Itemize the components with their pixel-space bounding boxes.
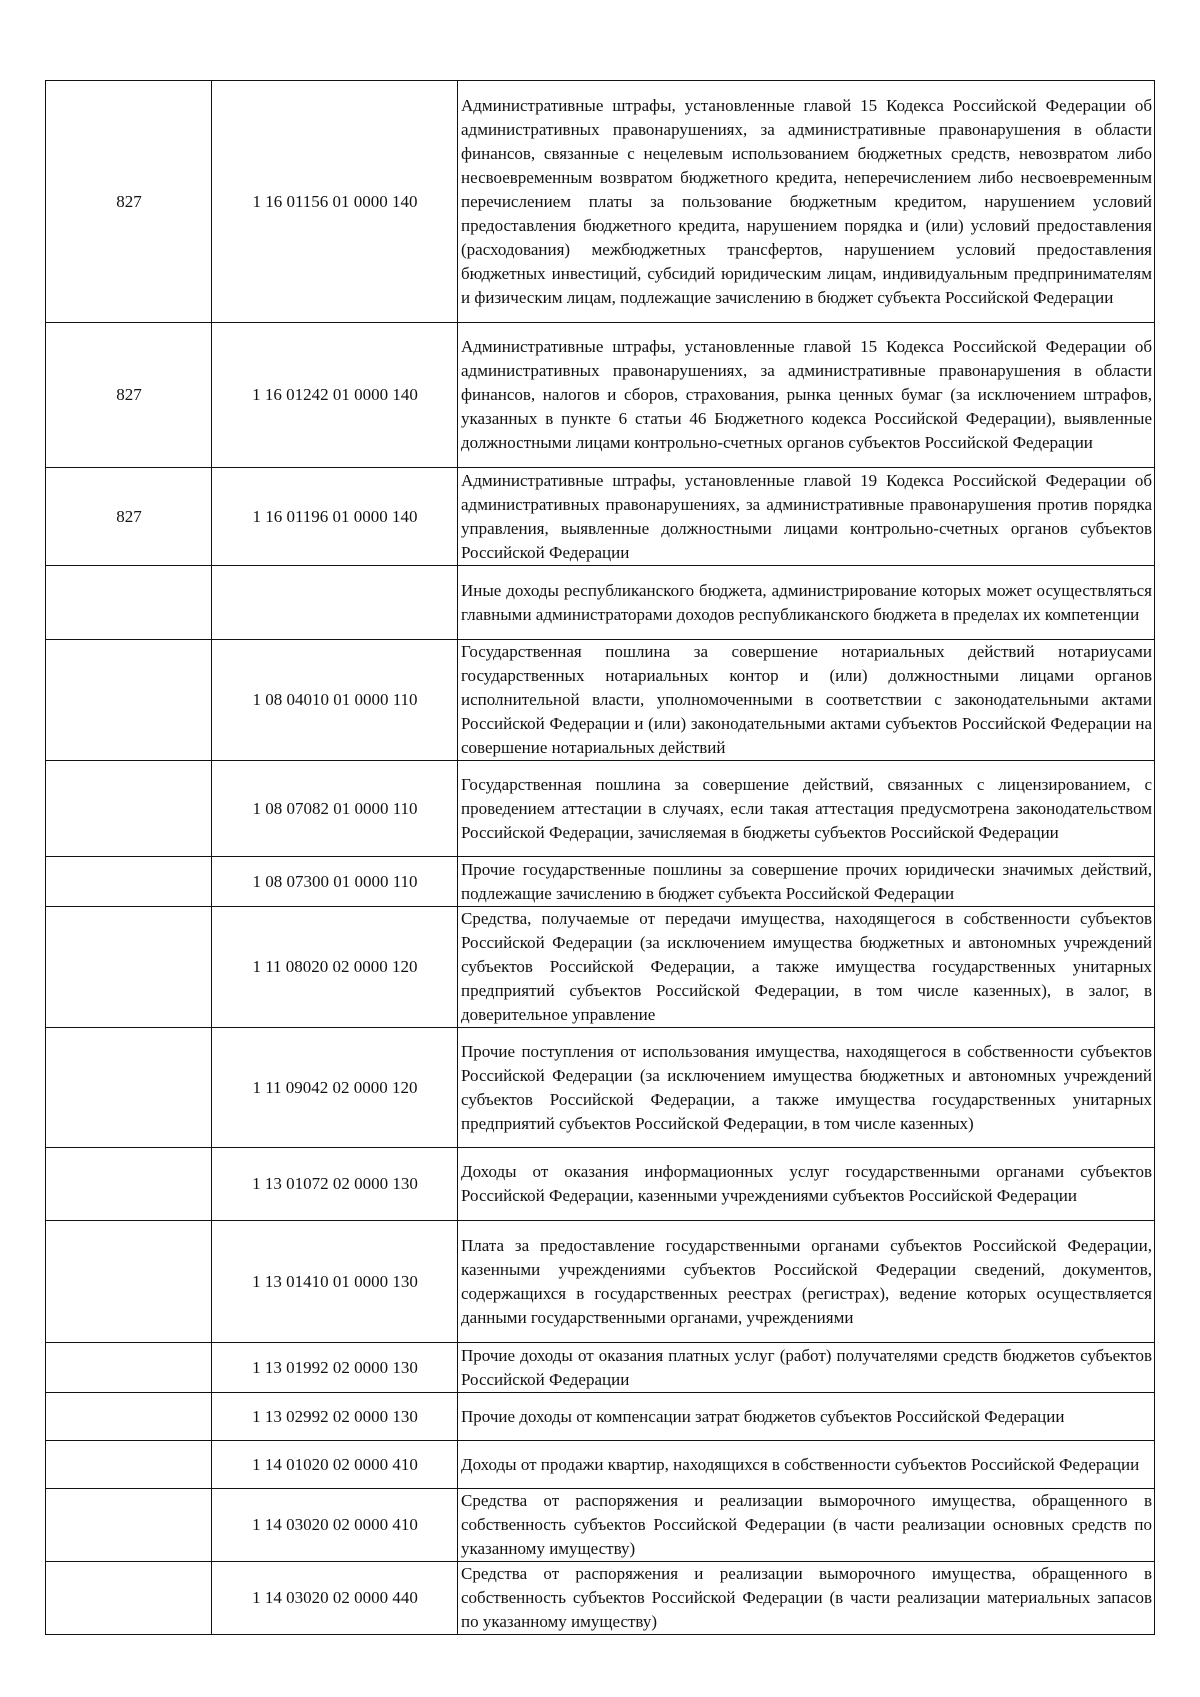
- table-row: [46, 1393, 1155, 1441]
- admin-code-cell: [46, 761, 212, 857]
- revenue-name-cell: Доходы от продажи квартир, находящихся в собственности субъектов Российской Федерации: [458, 1441, 1155, 1489]
- table-row: [46, 81, 1155, 323]
- revenue-code-cell: 1 08 07082 01 0000 110: [212, 761, 458, 857]
- admin-code-cell: [46, 566, 212, 640]
- revenue-name-cell: Средства, получаемые от передачи имущества, находящегося в собственности субъектов Российской Федерации (за исключением имущества бюджетных и автономных учреждений субъектов Российской Федерации, а также имущества государственных унитарных предприятий субъектов Российской Федерации, в том числе казенных), в залог, в доверительное управление: [458, 907, 1155, 1028]
- table-row: [46, 1562, 1155, 1635]
- revenue-name-cell: Плата за предоставление государственными органами субъектов Российской Федерации, казенными учреждениями субъектов Российской Федерации сведений, документов, содержащихся в государственных реестрах (регистрах), ведение которых осуществляется данными государственными органами, учреждениями: [458, 1221, 1155, 1343]
- table-row: [46, 1441, 1155, 1489]
- revenue-name-cell: Иные доходы республиканского бюджета, администрирование которых может осуществляться главными администраторами доходов республиканского бюджета в пределах их компетенции: [458, 566, 1155, 640]
- revenue-code-cell: 1 16 01196 01 0000 140: [212, 468, 458, 566]
- table-row: [46, 468, 1155, 566]
- table-row: [46, 1148, 1155, 1221]
- revenue-code-cell: [212, 566, 458, 640]
- revenue-name-cell: Прочие доходы от компенсации затрат бюджетов субъектов Российской Федерации: [458, 1393, 1155, 1441]
- admin-code-cell: 827: [46, 323, 212, 468]
- revenue-name-cell: Административные штрафы, установленные главой 15 Кодекса Российской Федерации об административных правонарушениях, за административные правонарушения в области финансов, налогов и сборов, страхования, рынка ценных бумаг (за исключением штрафов, указанных в пункте 6 статьи 46 Бюджетного кодекса Российской Федерации), выявленные должностными лицами контрольно-счетных органов субъектов Российской Федерации: [458, 323, 1155, 468]
- table-body: [46, 81, 1155, 1635]
- admin-code-cell: [46, 907, 212, 1028]
- admin-code-cell: [46, 857, 212, 907]
- table-row: [46, 1028, 1155, 1148]
- revenue-name-cell: Административные штрафы, установленные главой 19 Кодекса Российской Федерации об административных правонарушениях, за административные правонарушения против порядка управления, выявленные должностными лицами контрольно-счетных органов субъектов Российской Федерации: [458, 468, 1155, 566]
- table-row: [46, 1489, 1155, 1562]
- revenue-code-cell: 1 14 01020 02 0000 410: [212, 1441, 458, 1489]
- table-row: [46, 323, 1155, 468]
- table-row: [46, 1221, 1155, 1343]
- table-row: [46, 640, 1155, 761]
- table-row: [46, 857, 1155, 907]
- revenue-name-cell: Доходы от оказания информационных услуг государственными органами субъектов Российской Федерации, казенными учреждениями субъектов Российской Федерации: [458, 1148, 1155, 1221]
- table-row: [46, 761, 1155, 857]
- revenue-code-cell: 1 14 03020 02 0000 440: [212, 1562, 458, 1635]
- admin-code-cell: 827: [46, 81, 212, 323]
- table-row: [46, 907, 1155, 1028]
- revenue-code-cell: 1 14 03020 02 0000 410: [212, 1489, 458, 1562]
- revenue-name-cell: Государственная пошлина за совершение действий, связанных с лицензированием, с проведением аттестации в случаях, если такая аттестация предусмотрена законодательством Российской Федерации, зачисляемая в бюджеты субъектов Российской Федерации: [458, 761, 1155, 857]
- admin-code-cell: [46, 1562, 212, 1635]
- revenue-name-cell: Государственная пошлина за совершение нотариальных действий нотариусами государственных нотариальных контор и (или) должностными лицами органов исполнительной власти, уполномоченными в соответствии с законодательными актами Российской Федерации и (или) законодательными актами субъектов Российской Федерации на совершение нотариальных действий: [458, 640, 1155, 761]
- revenue-name-cell: Административные штрафы, установленные главой 15 Кодекса Российской Федерации об административных правонарушениях, за административные правонарушения в области финансов, связанные с нецелевым использованием бюджетных средств, невозвратом либо несвоевременным возвратом бюджетного кредита, неперечислением либо несвоевременным перечислением платы за пользование бюджетным кредитом, нарушением условий предоставления бюджетного кредита, нарушением порядка и (или) условий предоставления (расходования) межбюджетных трансфертов, нарушением условий предоставления бюджетных инвестиций, субсидий юридическим лицам, индивидуальным предпринимателям и физическим лицам, подлежащие зачислению в бюджет субъекта Российской Федерации: [458, 81, 1155, 323]
- revenue-name-cell: Прочие государственные пошлины за совершение прочих юридически значимых действий, подлежащие зачислению в бюджет субъекта Российской Федерации: [458, 857, 1155, 907]
- revenue-code-cell: 1 11 08020 02 0000 120: [212, 907, 458, 1028]
- admin-code-cell: [46, 640, 212, 761]
- revenue-code-cell: 1 16 01242 01 0000 140: [212, 323, 458, 468]
- table-row: [46, 566, 1155, 640]
- table-row: [46, 1343, 1155, 1393]
- revenue-name-cell: Средства от распоряжения и реализации выморочного имущества, обращенного в собственность субъектов Российской Федерации (в части реализации материальных запасов по указанному имуществу): [458, 1562, 1155, 1635]
- admin-code-cell: 827: [46, 468, 212, 566]
- revenue-code-cell: 1 13 01992 02 0000 130: [212, 1343, 458, 1393]
- revenue-code-cell: 1 11 09042 02 0000 120: [212, 1028, 458, 1148]
- admin-code-cell: [46, 1148, 212, 1221]
- revenue-code-cell: 1 08 04010 01 0000 110: [212, 640, 458, 761]
- revenue-code-cell: 1 13 01072 02 0000 130: [212, 1148, 458, 1221]
- admin-code-cell: [46, 1028, 212, 1148]
- revenue-name-cell: Средства от распоряжения и реализации выморочного имущества, обращенного в собственность субъектов Российской Федерации (в части реализации основных средств по указанному имуществу): [458, 1489, 1155, 1562]
- revenue-code-cell: 1 13 02992 02 0000 130: [212, 1393, 458, 1441]
- revenue-code-cell: 1 08 07300 01 0000 110: [212, 857, 458, 907]
- admin-code-cell: [46, 1441, 212, 1489]
- revenue-code-cell: 1 16 01156 01 0000 140: [212, 81, 458, 323]
- admin-code-cell: [46, 1343, 212, 1393]
- revenue-name-cell: Прочие поступления от использования имущества, находящегося в собственности субъектов Российской Федерации (за исключением имущества бюджетных и автономных учреждений субъектов Российской Федерации, а также имущества государственных унитарных предприятий субъектов Российской Федерации, в том числе казенных): [458, 1028, 1155, 1148]
- revenue-code-cell: 1 13 01410 01 0000 130: [212, 1221, 458, 1343]
- revenue-codes-table: [45, 80, 1155, 1635]
- revenue-name-cell: Прочие доходы от оказания платных услуг (работ) получателями средств бюджетов субъектов Российской Федерации: [458, 1343, 1155, 1393]
- admin-code-cell: [46, 1221, 212, 1343]
- admin-code-cell: [46, 1393, 212, 1441]
- admin-code-cell: [46, 1489, 212, 1562]
